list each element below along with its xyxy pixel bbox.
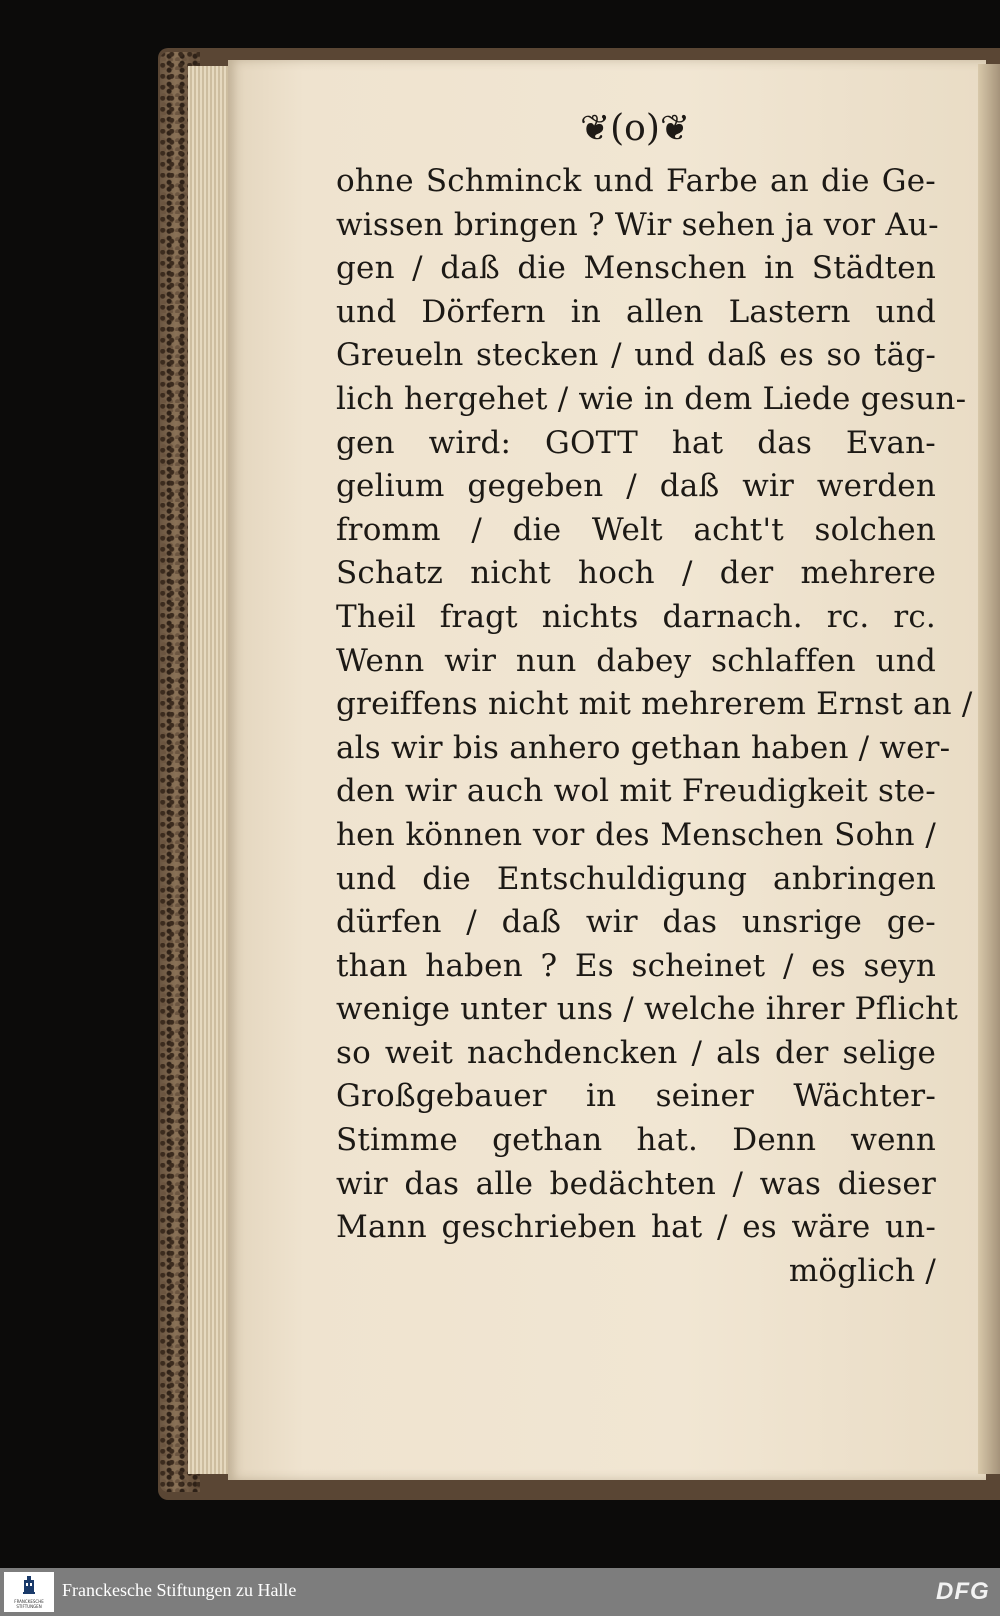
text-line: fromm / die Welt acht't solchen xyxy=(336,511,936,548)
text-line: dürfen / daß wir das unsrige ge- xyxy=(336,904,936,941)
text-line: greiffens nicht mit mehrerem Ernst an / xyxy=(336,686,973,723)
text-line: gelium gegeben / daß wir werden xyxy=(336,468,936,505)
footer-bar xyxy=(0,1568,1000,1616)
text-line: gen / daß die Menschen in Städten xyxy=(336,250,936,287)
catchword-line: möglich / xyxy=(788,1252,936,1289)
text-line: hen können vor des Menschen Sohn / xyxy=(336,816,936,853)
page-right-edge xyxy=(978,64,1000,1474)
text-line: Wenn wir nun dabey schlaffen und xyxy=(336,642,936,679)
text-line: Mann geschrieben hat / es wäre un- xyxy=(336,1209,936,1246)
text-line: Greueln stecken / und daß es so täg- xyxy=(336,337,936,374)
text-line: als wir bis anhero gethan haben / wer- xyxy=(336,729,951,766)
text-line: und die Entschuldigung anbringen xyxy=(336,860,936,897)
text-line: wir das alle bedächten / was dieser xyxy=(336,1165,936,1202)
page-text-block xyxy=(336,160,973,1293)
text-line: Schatz nicht hoch / der mehrere xyxy=(336,555,936,592)
text-line: lich hergehet / wie in dem Liede gesun- xyxy=(336,380,967,417)
text-line: Theil fragt nichts darnach. rc. rc. xyxy=(336,598,936,635)
text-line: und Dörfern in allen Lastern und xyxy=(336,293,936,330)
page-header-ornament: ❦(o)❦ xyxy=(579,108,691,149)
text-line: ohne Schminck und Farbe an die Ge- xyxy=(336,163,936,199)
dfg-logo[interactable]: DFG xyxy=(936,1578,990,1605)
text-line: than haben ? Es scheinet / es seyn xyxy=(336,947,936,984)
text-line: den wir auch wol mit Freudigkeit ste- xyxy=(336,773,936,810)
text-line: Stimme gethan hat. Denn wenn xyxy=(336,1122,936,1159)
page-stack-edge xyxy=(188,66,228,1474)
institution-name[interactable]: Franckesche Stiftungen zu Halle xyxy=(62,1580,297,1600)
institution-logo-text: FRANCKESCHE STIFTUNGEN xyxy=(14,1599,44,1609)
text-line: gen wird: GOTT hat das Evan- xyxy=(336,424,936,461)
text-line: Großgebauer in seiner Wächter- xyxy=(336,1078,936,1115)
text-line: wenige unter uns / welche ihrer Pflicht xyxy=(336,991,958,1028)
building-icon xyxy=(23,1576,35,1594)
institution-logo[interactable] xyxy=(4,1572,54,1612)
text-line: so weit nachdencken / als der selige xyxy=(336,1034,936,1071)
text-line: wissen bringen ? Wir sehen ja vor Au- xyxy=(336,206,939,243)
